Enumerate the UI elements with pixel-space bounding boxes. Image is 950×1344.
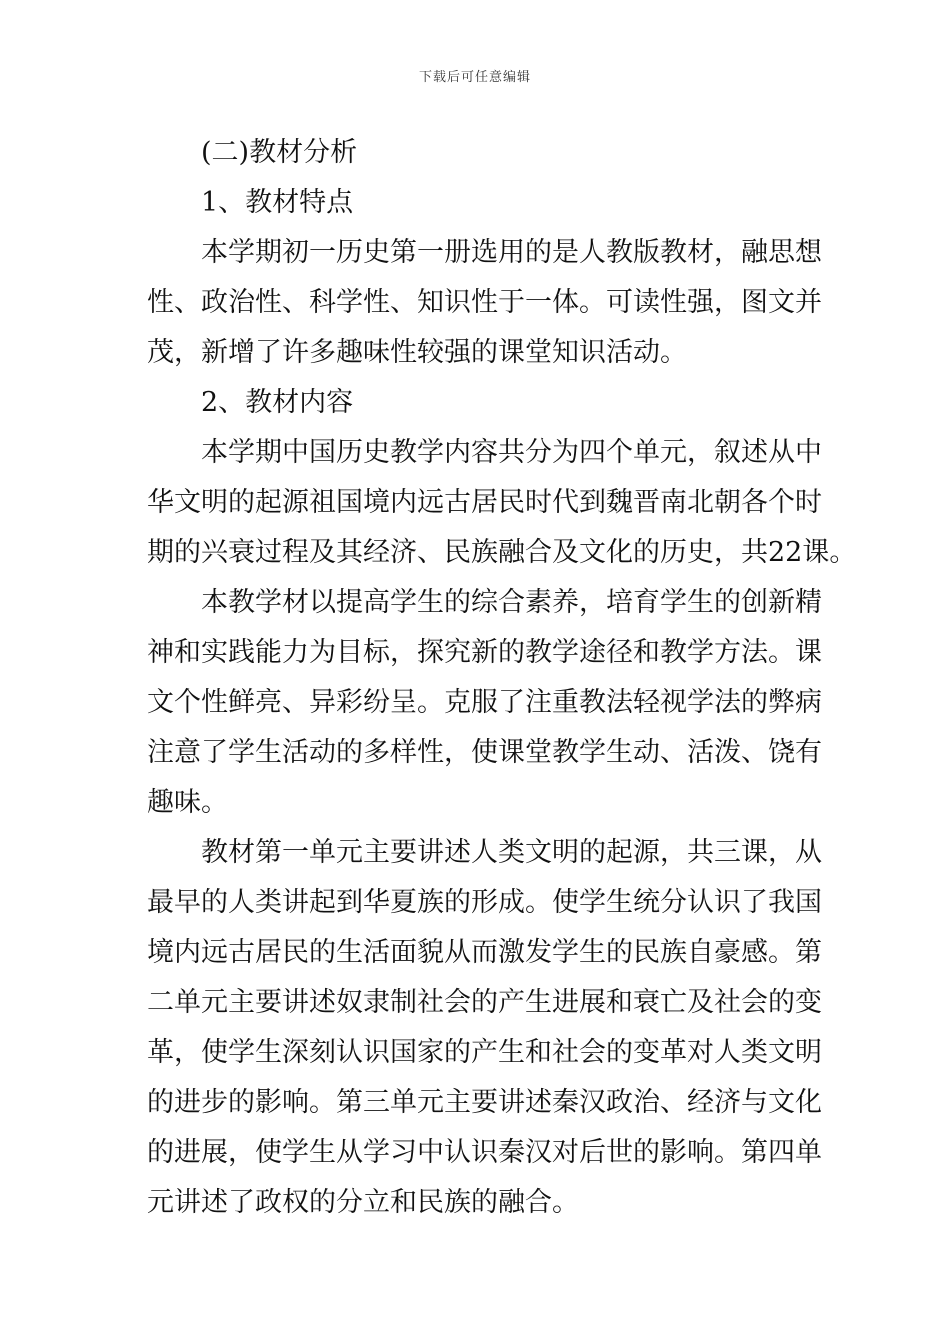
paragraph-line: 教材第一单元主要讲述人类文明的起源，共三课，从 [201, 837, 822, 868]
paragraph-line: 二单元主要讲述奴隶制社会的产生进展和衰亡及社会的变 [147, 987, 822, 1018]
paragraph-line: 茂，新增了许多趣味性较强的课堂知识活动。 [147, 337, 687, 368]
paragraph-line: 本教学材以提高学生的综合素养，培育学生的创新精 [201, 587, 822, 618]
section-heading: (二)教材分析 [201, 137, 358, 168]
paragraph-line: 本学期初一历史第一册选用的是人教版教材，融思想 [201, 237, 822, 268]
paragraph-line: 性、政治性、科学性、知识性于一体。可读性强，图文并 [147, 287, 822, 318]
paragraph-line: 趣味。 [147, 787, 228, 818]
paragraph-line: 的进步的影响。第三单元主要讲述秦汉政治、经济与文化 [147, 1087, 822, 1118]
paragraph-line: 的进展，使学生从学习中认识秦汉对后世的影响。第四单 [147, 1137, 822, 1168]
paragraph-line: 华文明的起源祖国境内远古居民时代到魏晋南北朝各个时 [147, 487, 822, 518]
paragraph-line: 境内远古居民的生活面貌从而激发学生的民族自豪感。第 [147, 937, 822, 968]
paragraph-line: 元讲述了政权的分立和民族的融合。 [147, 1187, 579, 1218]
paragraph-line: 本学期中国历史教学内容共分为四个单元，叙述从中 [201, 437, 822, 468]
paragraph-line: 革，使学生深刻认识国家的产生和社会的变革对人类文明 [147, 1037, 822, 1068]
paragraph-line: 神和实践能力为目标，探究新的教学途径和教学方法。课 [147, 637, 822, 668]
paragraph-line: 注意了学生活动的多样性，使课堂教学生动、活泼、饶有 [147, 737, 822, 768]
paragraph-line: 最早的人类讲起到华夏族的形成。使学生统分认识了我国 [147, 887, 822, 918]
header-note: 下载后可任意编辑 [418, 70, 531, 85]
paragraph-line: 期的兴衰过程及其经济、民族融合及文化的历史，共22课。 [147, 537, 857, 568]
subsection-heading: 2、教材内容 [201, 387, 354, 418]
paragraph-line: 文个性鲜亮、异彩纷呈。克服了注重教法轻视学法的弊病 [147, 687, 822, 718]
document-body [147, 128, 857, 1228]
subsection-heading: 1、教材特点 [201, 187, 354, 218]
